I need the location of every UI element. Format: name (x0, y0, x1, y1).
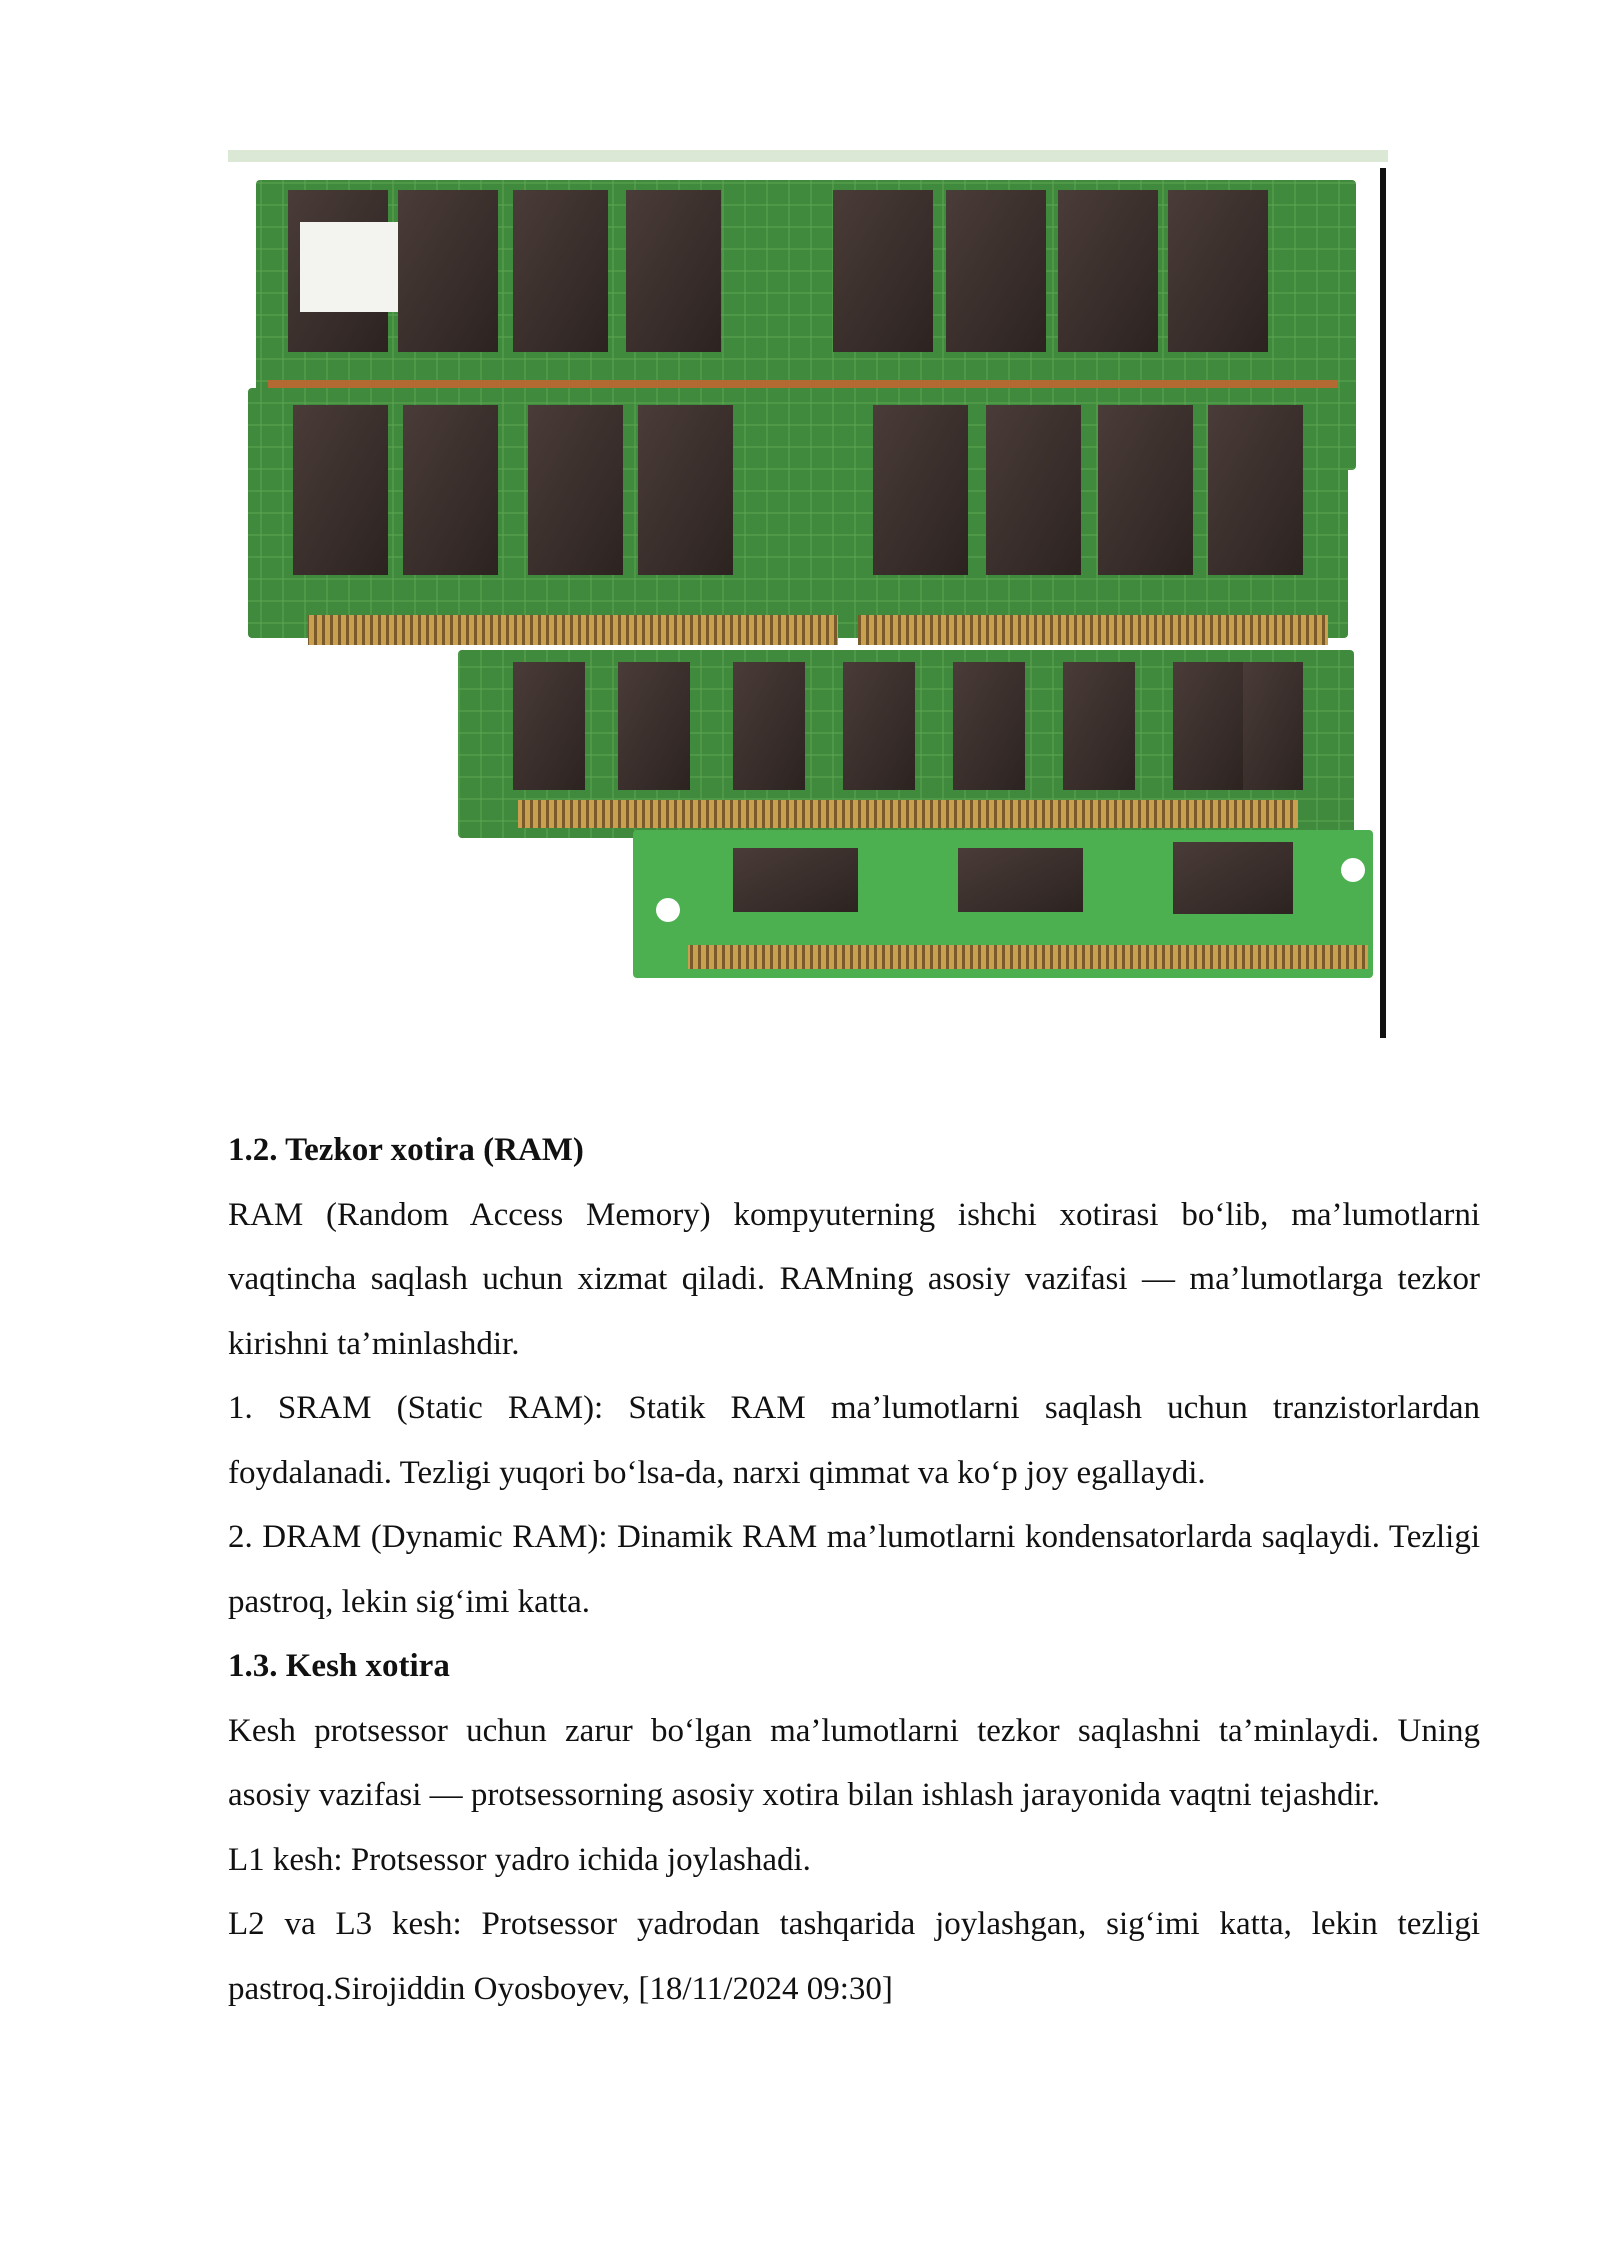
document-body (228, 1118, 1480, 2021)
chip (1058, 190, 1158, 352)
chip (946, 190, 1046, 352)
chip (958, 848, 1083, 912)
gold-contacts (688, 945, 1368, 969)
cache-paragraph: Kesh protsessor uchun zarur bo‘lgan ma’lumotlarni tezkor saqlashni ta’minlaydi. Uning asosiy vazifasi — protsessorning asosiy xotira bilan ishlash jarayonida vaqtni tejashdir. (228, 1712, 1480, 1813)
chip (1173, 662, 1245, 790)
section-heading-1-3: 1.3. Kesh xotira (228, 1648, 450, 1684)
sram-item: 1. SRAM (Static RAM): Statik RAM ma’lumotlarni saqlash uchun tranzistorlardan foydalanadi. Tezligi yuqori bo‘lsa-da, narxi qimmat va ko‘p joy egallaydi. (228, 1390, 1480, 1491)
chip (1208, 405, 1303, 575)
chip (403, 405, 498, 575)
ram-module-2 (248, 388, 1348, 645)
ram-paragraph: RAM (Random Access Memory) kompyuterning ishchi xotirasi bo‘lib, ma’lumotlarni vaqtincha saqlash uchun xizmat qiladi. RAMning asosiy vazifasi — ma’lumotlarga tezkor kirishni ta’minlashdir. (228, 1196, 1480, 1362)
dram-item: 2. DRAM (Dynamic RAM): Dinamik RAM ma’lumotlarni kondensatorlarda saqlaydi. Tezligi pastroq, lekin sig‘imi katta. (228, 1519, 1480, 1620)
chip (528, 405, 623, 575)
gold-contacts (858, 615, 1328, 645)
chip (1173, 842, 1293, 914)
chip (873, 405, 968, 575)
l1-cache-line: L1 kesh: Protsessor yadro ichida joylashadi. (228, 1841, 811, 1878)
chip (618, 662, 690, 790)
chip (986, 405, 1081, 575)
chip (843, 662, 915, 790)
gold-contacts (308, 615, 838, 645)
chip (833, 190, 933, 352)
ram-module-4 (633, 830, 1373, 978)
edge-line (1380, 168, 1386, 1038)
top-band (228, 150, 1388, 162)
chip (398, 190, 498, 352)
chip (733, 848, 858, 912)
chip (953, 662, 1025, 790)
l2-l3-cache-line: L2 va L3 kesh: Protsessor yadrodan tashqarida joylashgan, sig‘imi katta, lekin tezligi pastroq.Sirojiddin Oyosboyev, [18/11/2024 09:30] (228, 1906, 1480, 2007)
chip (513, 190, 608, 352)
chip (1168, 190, 1268, 352)
chip (1098, 405, 1193, 575)
ram-module-3 (458, 650, 1354, 838)
chip (293, 405, 388, 575)
chip (638, 405, 733, 575)
chip (1063, 662, 1135, 790)
ram-modules-illustration (228, 150, 1388, 1040)
ram-modules-photo (228, 150, 1388, 1040)
chip (733, 662, 805, 790)
chip (513, 662, 585, 790)
chip (1243, 662, 1303, 790)
section-heading-1-2: 1.2. Tezkor xotira (RAM) (228, 1132, 584, 1168)
gold-contacts (518, 800, 1298, 828)
chip (626, 190, 721, 352)
